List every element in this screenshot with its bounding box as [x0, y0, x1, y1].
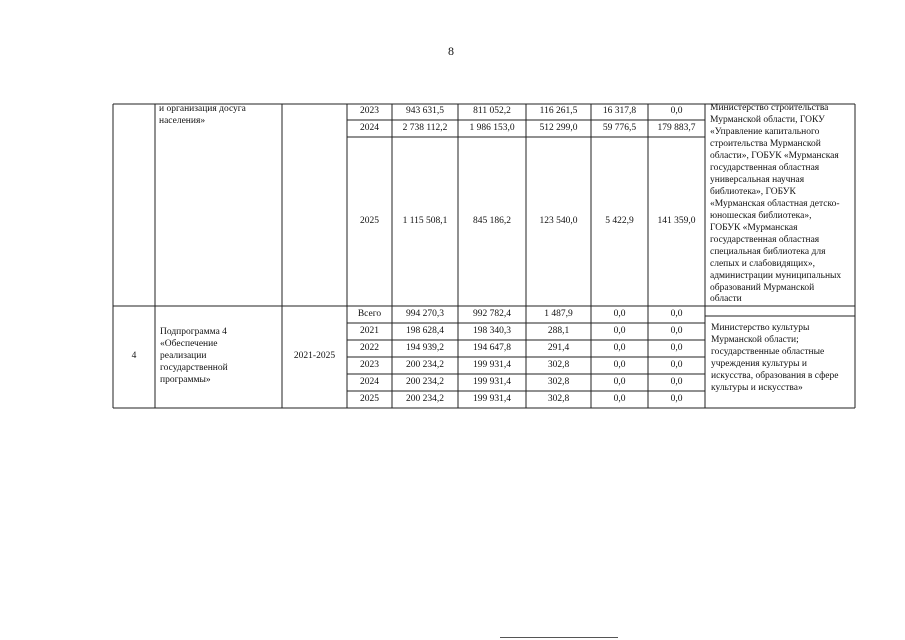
- value-cell: 116 261,5: [539, 106, 578, 116]
- value-cell: 0,0: [670, 377, 683, 387]
- executor-line: области», ГОБУК «Мурманская: [710, 151, 839, 161]
- executor-line: универсальная научная: [710, 175, 805, 185]
- year-cell: 2024: [360, 123, 379, 133]
- executor-line: Министерство культуры: [711, 323, 810, 333]
- year-cell: 2023: [360, 360, 379, 370]
- value-cell: 200 234,2: [406, 394, 444, 404]
- year-cell: Всего: [357, 309, 382, 319]
- value-cell: 0,0: [613, 394, 626, 404]
- executor-line: администрации муниципальных: [710, 271, 842, 281]
- value-cell: 200 234,2: [406, 360, 444, 370]
- executor-line: государственная областная: [710, 235, 820, 245]
- value-cell: 194 647,8: [473, 343, 511, 353]
- executor-line: «Управление капитального: [710, 127, 820, 137]
- value-cell: 0,0: [613, 309, 626, 319]
- row-number: 4: [131, 351, 137, 361]
- executor-line: Мурманской области, ГОКУ: [710, 115, 825, 125]
- executor-line: государственные областные: [711, 347, 825, 357]
- executor-line: образований Мурманской: [710, 283, 815, 293]
- program-name-line: реализации: [160, 351, 207, 361]
- executor-line: культуры и искусства»: [711, 383, 803, 393]
- footnote-divider: [500, 637, 618, 638]
- year-cell: 2024: [360, 377, 379, 387]
- year-cell: 2025: [360, 216, 379, 226]
- value-cell: 0,0: [613, 326, 626, 336]
- value-cell: 0,0: [670, 360, 683, 370]
- value-cell: 0,0: [670, 394, 683, 404]
- year-cell: 2023: [360, 106, 379, 116]
- value-cell: 943 631,5: [406, 106, 444, 116]
- program-name-line: населения»: [159, 116, 206, 126]
- value-cell: 199 931,4: [473, 394, 511, 404]
- value-cell: 123 540,0: [539, 216, 578, 226]
- value-cell: 1 115 508,1: [402, 216, 448, 226]
- value-cell: 5 422,9: [605, 216, 634, 226]
- executor-line: «Мурманская областная детско-: [710, 199, 840, 209]
- value-cell: 198 340,3: [473, 326, 511, 336]
- executor-line: искусства, образования в сфере: [711, 371, 839, 381]
- value-cell: 302,8: [547, 360, 570, 370]
- value-cell: 2 738 112,2: [402, 123, 448, 133]
- program-name-line: «Обеспечение: [160, 339, 218, 349]
- executor-line: Мурманской области;: [711, 335, 799, 345]
- value-cell: 302,8: [547, 377, 570, 387]
- value-cell: 811 052,2: [473, 106, 511, 116]
- value-cell: 179 883,7: [657, 123, 696, 133]
- value-cell: 59 776,5: [602, 123, 637, 133]
- value-cell: 0,0: [670, 309, 683, 319]
- value-cell: 845 186,2: [473, 216, 511, 226]
- value-cell: 16 317,8: [602, 106, 637, 116]
- value-cell: 291,4: [547, 343, 570, 353]
- value-cell: 200 234,2: [406, 377, 444, 387]
- period-cell: 2021-2025: [293, 351, 336, 361]
- value-cell: 0,0: [613, 377, 626, 387]
- executor-line: специальная библиотека для: [710, 247, 826, 257]
- value-cell: 199 931,4: [473, 360, 511, 370]
- executor-line: библиотека», ГОБУК: [710, 187, 796, 197]
- year-cell: 2021: [360, 326, 379, 336]
- value-cell: 1 487,9: [544, 309, 573, 319]
- executor-line: области: [710, 294, 742, 304]
- value-cell: 199 931,4: [473, 377, 511, 387]
- executor-line: юношеская библиотека»,: [710, 211, 812, 221]
- value-cell: 141 359,0: [657, 216, 696, 226]
- executor-line: ГОБУК «Мурманская: [710, 223, 798, 233]
- executor-line: строительства Мурманской: [710, 139, 821, 149]
- year-cell: 2022: [360, 343, 379, 353]
- year-cell: 2025: [360, 394, 379, 404]
- value-cell: 288,1: [547, 326, 570, 336]
- page-number: 8: [448, 44, 454, 58]
- value-cell: 0,0: [670, 106, 683, 116]
- value-cell: 994 270,3: [406, 309, 444, 319]
- value-cell: 0,0: [670, 326, 683, 336]
- executor-line: Министерство строительства: [710, 103, 829, 113]
- value-cell: 194 939,2: [406, 343, 444, 353]
- value-cell: 1 986 153,0: [469, 123, 515, 133]
- value-cell: 512 299,0: [539, 123, 578, 133]
- value-cell: 0,0: [670, 343, 683, 353]
- value-cell: 0,0: [613, 360, 626, 370]
- program-name-line: и организация досуга: [159, 104, 246, 114]
- executor-line: учреждения культуры и: [711, 359, 807, 369]
- value-cell: 302,8: [547, 394, 570, 404]
- value-cell: 992 782,4: [473, 309, 511, 319]
- program-name-line: государственной: [160, 363, 228, 373]
- executor-line: слепых и слабовидящих»,: [710, 259, 816, 269]
- value-cell: 198 628,4: [406, 326, 444, 336]
- value-cell: 0,0: [613, 343, 626, 353]
- program-name-line: Подпрограмма 4: [160, 327, 227, 337]
- program-name-line: программы»: [160, 375, 211, 385]
- executor-line: государственная областная: [710, 163, 820, 173]
